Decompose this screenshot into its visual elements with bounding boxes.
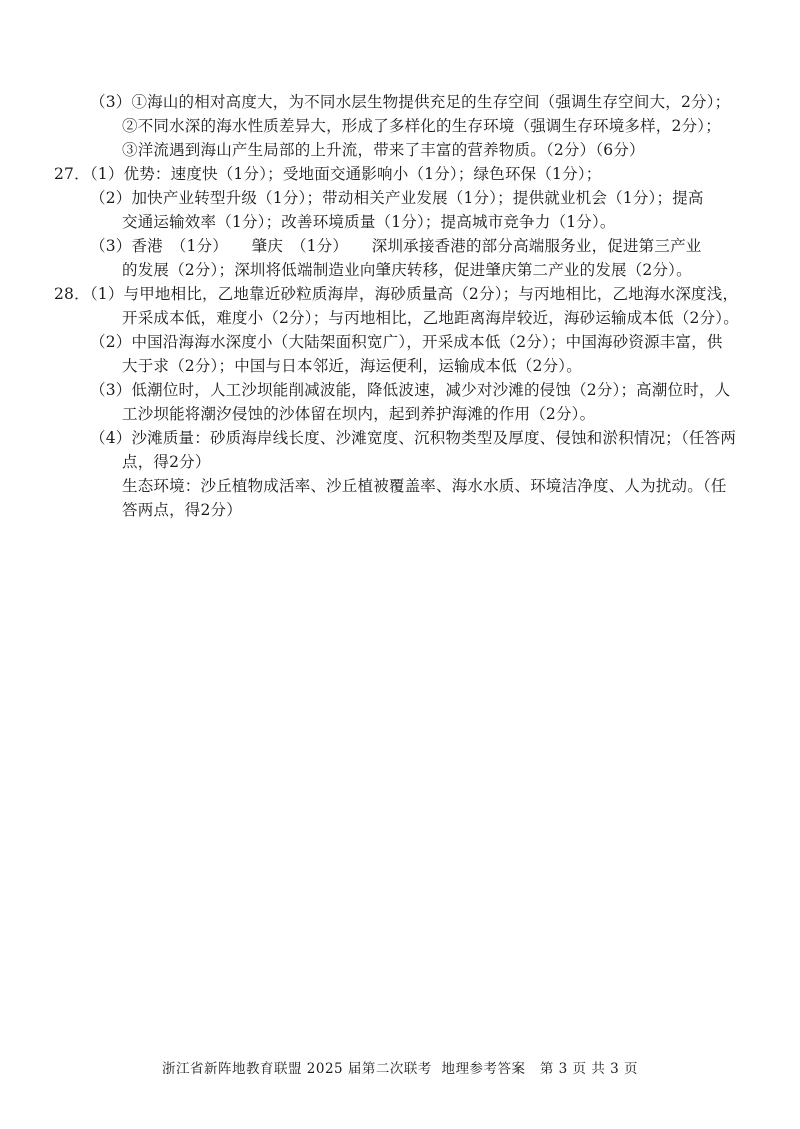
q28-3-line-2: 工沙坝能将潮汐侵蚀的沙体留在坝内，起到养护海滩的作用（2分）。 — [122, 405, 596, 423]
q28-1-line-1: 28．（1）与甲地相比，乙地靠近砂粒质海岸，海砂质量高（2分）；与丙地相比，乙地海水深度浅， — [54, 285, 739, 303]
q27-3-line-1: （3）香港 （1分） 肇庆 （1分） 深圳承接香港的部分高端服务业，促进第三产业 — [90, 237, 702, 255]
q26-3-line-1: （3）①海山的相对高度大，为不同水层生物提供充足的生存空间（强调生存空间大，2分）； — [90, 93, 731, 111]
q28-4-line-3: 生态环境：沙丘植物成活率、沙丘植被覆盖率、海水水质、环境洁净度、人为扰动。（任 — [122, 477, 727, 495]
page-footer: 浙江省新阵地教育联盟 2025 届第二次联考 地理参考答案 第 3 页 共 3 页 — [161, 1061, 639, 1077]
q28-1-line-2: 开采成本低，难度小（2分）；与丙地相比，乙地距离海岸较近，海砂运输成本低（2分）。 — [122, 309, 739, 327]
q27-2-line-2: 交通运输效率（1分）；改善环境质量（1分）；提高城市竞争力（1分）。 — [122, 213, 616, 231]
q28-3-line-1: （3）低潮位时，人工沙坝能削减波能，降低波速，减少对沙滩的侵蚀（2分）；高潮位时，人 — [90, 381, 731, 399]
q28-2-line-2: 大于求（2分）；中国与日本邻近，海运便利，运输成本低（2分）。 — [122, 357, 582, 375]
q27-2-line-1: （2）加快产业转型升级（1分）；带动相关产业发展（1分）；提供就业机会（1分）；提高 — [90, 189, 704, 207]
q27-3-line-2: 的发展（2分）；深圳将低端制造业向肇庆转移，促进肇庆第二产业的发展（2分）。 — [122, 261, 692, 279]
q27-1-line: 27．（1）优势：速度快（1分）；受地面交通影响小（1分）；绿色环保（1分）； — [54, 165, 602, 183]
q26-3-line-3: ③洋流遇到海山产生局部的上升流，带来了丰富的营养物质。（2分）（6分） — [122, 141, 645, 159]
q28-4-line-4: 答两点，得2分） — [122, 501, 242, 519]
q28-2-line-1: （2）中国沿海海水深度小（大陆架面积宽广），开采成本低（2分）；中国海砂资源丰富，供 — [90, 333, 723, 351]
q26-3-line-2: ②不同水深的海水性质差异大，形成了多样化的生存环境（强调生存环境多样，2分）； — [122, 117, 721, 135]
q28-4-line-2: 点，得2分） — [122, 453, 211, 471]
q28-4-line-1: （4）沙滩质量：砂质海岸线长度、沙滩宽度、沉积物类型及厚度、侵蚀和淤积情况；（任答两 — [90, 429, 737, 447]
